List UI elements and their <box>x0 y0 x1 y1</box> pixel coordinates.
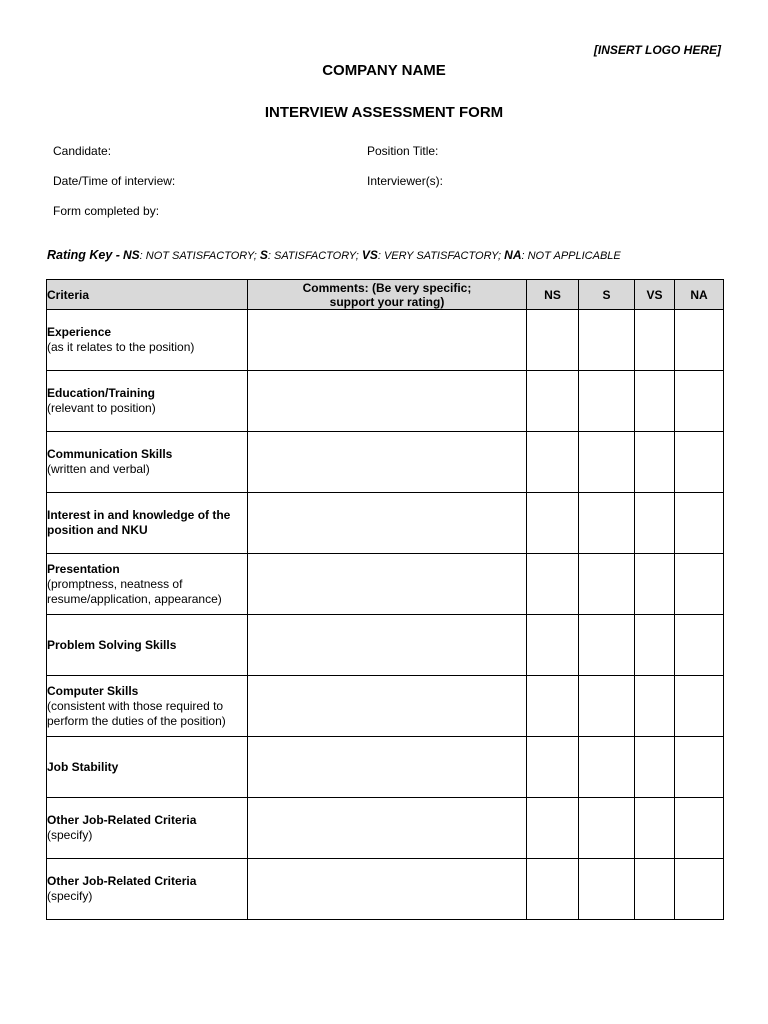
criteria-cell <box>47 676 248 737</box>
criteria-cell <box>47 493 248 554</box>
vs-rating-cell[interactable] <box>635 554 675 615</box>
ns-rating-cell[interactable] <box>527 737 579 798</box>
criteria-title: Communication Skills <box>47 447 173 461</box>
criteria-cell <box>47 310 248 371</box>
s-rating-cell[interactable] <box>579 371 635 432</box>
interviewers-field-label: Interviewer(s): <box>367 174 444 188</box>
na-rating-cell[interactable] <box>675 554 724 615</box>
candidate-field-label: Candidate: <box>53 144 112 158</box>
comments-cell[interactable] <box>248 493 527 554</box>
criteria-description: (relevant to position) <box>47 401 156 415</box>
criteria-description: (specify) <box>47 889 93 903</box>
criteria-cell <box>47 432 248 493</box>
ns-rating-cell[interactable] <box>527 493 579 554</box>
rating-key-na-text: : NOT APPLICABLE <box>521 250 621 262</box>
na-rating-cell[interactable] <box>675 798 724 859</box>
date-time-field-label: Date/Time of interview: <box>53 174 176 188</box>
na-header: NA <box>675 280 724 310</box>
s-rating-cell[interactable] <box>579 615 635 676</box>
s-rating-cell[interactable] <box>579 493 635 554</box>
criteria-cell <box>47 859 248 920</box>
vs-rating-cell[interactable] <box>635 798 675 859</box>
position-title-field-label: Position Title: <box>367 144 439 158</box>
table-row <box>47 737 724 798</box>
assessment-table <box>46 279 724 920</box>
comments-header <box>248 280 527 310</box>
ns-rating-cell[interactable] <box>527 615 579 676</box>
criteria-title: Education/Training <box>47 386 156 400</box>
table-row <box>47 859 724 920</box>
ns-rating-cell[interactable] <box>527 432 579 493</box>
ns-rating-cell[interactable] <box>527 798 579 859</box>
company-name: COMPANY NAME <box>322 62 446 79</box>
comments-cell[interactable] <box>248 371 527 432</box>
form-title: INTERVIEW ASSESSMENT FORM <box>264 104 504 121</box>
ns-rating-cell[interactable] <box>527 554 579 615</box>
table-row <box>47 676 724 737</box>
criteria-title: Job Stability <box>47 759 119 774</box>
na-rating-cell[interactable] <box>675 615 724 676</box>
vs-rating-cell[interactable] <box>635 737 675 798</box>
rating-key-ns-text: : NOT SATISFACTORY; <box>139 250 260 262</box>
criteria-title: Problem Solving Skills <box>47 637 177 652</box>
criteria-title: Presentation <box>47 561 120 576</box>
table-row <box>47 493 724 554</box>
rating-key-s-text: : SATISFACTORY; <box>267 250 362 262</box>
criteria-description: (promptness, neatness of resume/application, appearance) <box>47 576 222 606</box>
table-row <box>47 310 724 371</box>
vs-rating-cell[interactable] <box>635 493 675 554</box>
vs-rating-cell[interactable] <box>635 310 675 371</box>
na-rating-cell[interactable] <box>675 371 724 432</box>
comments-cell[interactable] <box>248 554 527 615</box>
table-row <box>47 798 724 859</box>
criteria-description: (consistent with those required to perform the duties of the position) <box>47 698 226 728</box>
criteria-title: Other Job-Related Criteria <box>47 874 197 888</box>
criteria-cell <box>47 615 248 676</box>
vs-rating-cell[interactable] <box>635 676 675 737</box>
s-header: S <box>579 280 635 310</box>
s-rating-cell[interactable] <box>579 432 635 493</box>
vs-rating-cell[interactable] <box>635 432 675 493</box>
ns-rating-cell[interactable] <box>527 859 579 920</box>
rating-key-vs-text: : VERY SATISFACTORY; <box>377 250 505 262</box>
comments-cell[interactable] <box>248 676 527 737</box>
na-rating-cell[interactable] <box>675 493 724 554</box>
comments-cell[interactable] <box>248 859 527 920</box>
table-header-row <box>47 280 724 310</box>
ns-rating-cell[interactable] <box>527 371 579 432</box>
comments-header-line2: support your rating) <box>329 294 445 309</box>
ns-rating-cell[interactable] <box>527 310 579 371</box>
ns-header: NS <box>527 280 579 310</box>
comments-cell[interactable] <box>248 615 527 676</box>
logo-placeholder: [INSERT LOGO HERE] <box>593 43 721 57</box>
criteria-cell <box>47 554 248 615</box>
table-row <box>47 432 724 493</box>
table-row <box>47 554 724 615</box>
rating-key-na-code: NA <box>504 248 522 262</box>
vs-rating-cell[interactable] <box>635 371 675 432</box>
comments-cell[interactable] <box>248 798 527 859</box>
table-row <box>47 371 724 432</box>
na-rating-cell[interactable] <box>675 859 724 920</box>
criteria-title: Other Job-Related Criteria <box>47 813 197 827</box>
completed-by-field-label: Form completed by: <box>53 204 160 218</box>
comments-cell[interactable] <box>248 737 527 798</box>
vs-header: VS <box>635 280 675 310</box>
rating-key-lead: Rating Key - <box>47 248 120 262</box>
s-rating-cell[interactable] <box>579 737 635 798</box>
rating-key-ns-code: NS <box>123 248 140 262</box>
rating-key <box>47 248 621 262</box>
vs-rating-cell[interactable] <box>635 615 675 676</box>
s-rating-cell[interactable] <box>579 798 635 859</box>
criteria-description: (as it relates to the position) <box>47 340 195 354</box>
criteria-cell <box>47 371 248 432</box>
criteria-description: (specify) <box>47 828 93 842</box>
criteria-cell <box>47 737 248 798</box>
criteria-header: Criteria <box>47 280 248 310</box>
na-rating-cell[interactable] <box>675 432 724 493</box>
comments-cell[interactable] <box>248 432 527 493</box>
comments-header-line1: Comments: (Be very specific; <box>302 280 472 295</box>
criteria-cell <box>47 798 248 859</box>
rating-key-vs-code: VS <box>361 248 378 262</box>
criteria-title: Computer Skills <box>47 683 139 698</box>
table-row <box>47 615 724 676</box>
s-rating-cell[interactable] <box>579 310 635 371</box>
na-rating-cell[interactable] <box>675 737 724 798</box>
ns-rating-cell[interactable] <box>527 676 579 737</box>
s-rating-cell[interactable] <box>579 554 635 615</box>
s-rating-cell[interactable] <box>579 676 635 737</box>
comments-cell[interactable] <box>248 310 527 371</box>
vs-rating-cell[interactable] <box>635 859 675 920</box>
na-rating-cell[interactable] <box>675 676 724 737</box>
criteria-title: Experience <box>47 325 112 339</box>
s-rating-cell[interactable] <box>579 859 635 920</box>
criteria-description: (written and verbal) <box>47 462 150 476</box>
na-rating-cell[interactable] <box>675 310 724 371</box>
criteria-title: Interest in and knowledge of the position and NKU <box>47 508 231 537</box>
rating-key-s-code: S <box>259 248 268 262</box>
